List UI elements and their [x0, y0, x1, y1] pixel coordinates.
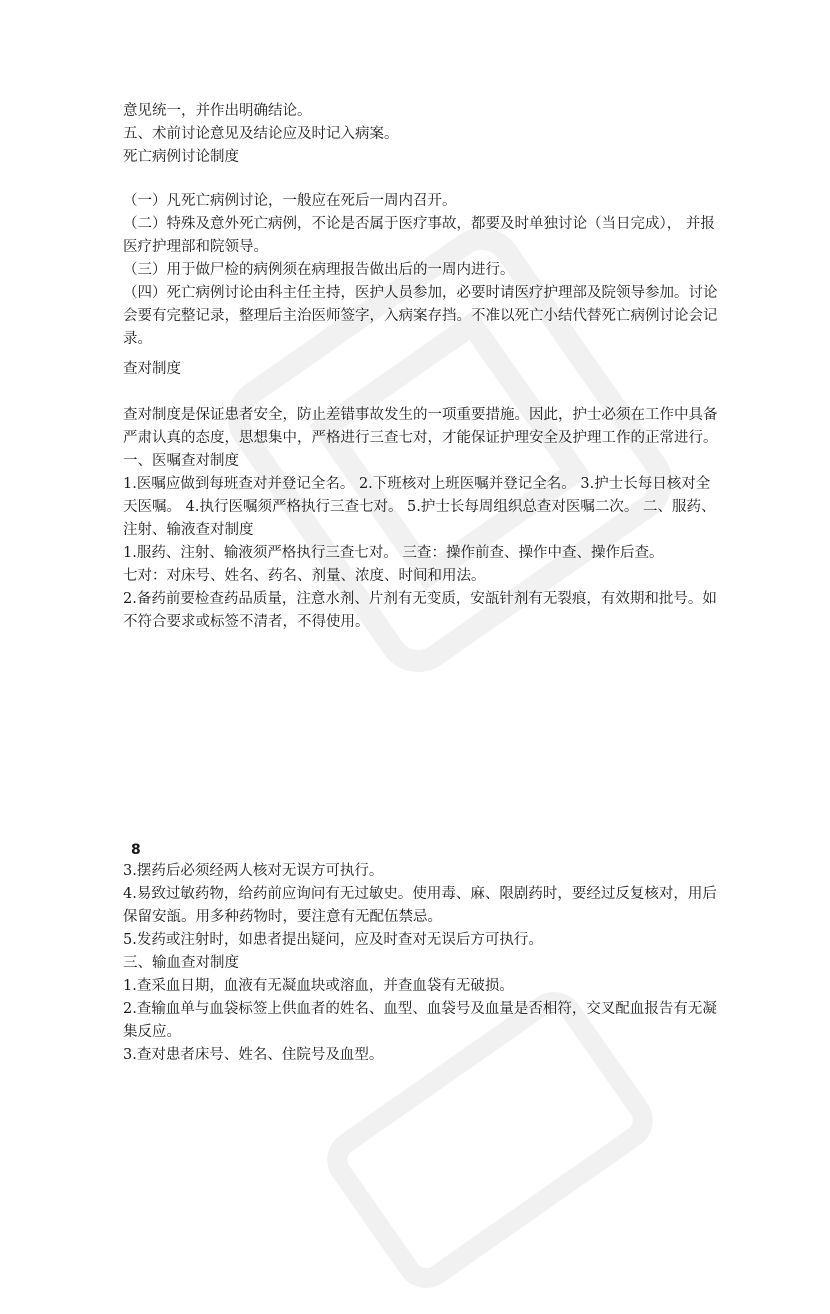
death-discussion-block: [123, 190, 723, 351]
order-title: 一、医嘱查对制度: [123, 453, 239, 469]
section-title-check: 查对制度: [123, 361, 181, 377]
med-item-5: 5.发药或注射时，如患者提出疑问，应及时查对无误后方可执行。: [123, 932, 543, 948]
med-item-4: 4.易致过敏药物，给药前应询问有无过敏史。使用毒、麻、限剧药时，要经过反复核对，用后保留安瓿。用多种药物时，要注意有无配伍禁忌。: [123, 886, 717, 925]
page2-block: [123, 860, 723, 1067]
med-seven-checks: 七对：对床号、姓名、药名、剂量、浓度、时间和用法。: [123, 568, 486, 584]
check-title-block: [123, 358, 723, 381]
page1-block: [123, 100, 723, 169]
blood-item-1: 1.查采血日期，血液有无凝血块或溶血，并查血袋有无破损。: [123, 978, 514, 994]
page-number: 8: [131, 842, 141, 858]
text-line: 五、术前讨论意见及结论应及时记入病案。: [123, 126, 399, 142]
blood-item-2: 2.查输血单与血袋标签上供血者的姓名、血型、血袋号及血量是否相符，交叉配血报告有无凝集反应。: [123, 1001, 717, 1040]
death-item-2: （二）特殊及意外死亡病例，不论是否属于医疗事故，都要及时单独讨论（当日完成）， 并报医疗护理部和院领导。: [123, 216, 715, 255]
med-item-3: 3.摆药后必须经两人核对无误方可执行。: [123, 863, 384, 879]
section-title-death-discussion: 死亡病例讨论制度: [123, 149, 239, 165]
med-item-2: 2.备药前要检查药品质量，注意水剂、片剂有无变质，安瓿针剂有无裂痕，有效期和批号。如不符合要求或标签不清者，不得使用。: [123, 591, 717, 630]
death-item-4: （四）死亡病例讨论由科主任主持，医护人员参加，必要时请医疗护理部及院领导参加。讨论会要有完整记录，整理后主治医师签字，入病案存挡。不准以死亡小结代替死亡病例讨论会记录。: [123, 285, 718, 347]
death-item-1: （一）凡死亡病例讨论，一般应在死后一周内召开。: [123, 193, 457, 209]
check-body-block: [123, 404, 723, 634]
death-item-3: （三）用于做尸检的病例须在病理报告做出后的一周内进行。: [123, 262, 515, 278]
order-text: 1.医嘱应做到每班查对并登记全名。 2.下班核对上班医嘱并登记全名。 3.护士长每日核对全天医嘱。 4.执行医嘱须严格执行三查七对。 5.护士长每周组织总查对医嘱二次。 二、服药、注射、输液查对制度: [123, 476, 716, 538]
blood-item-3: 3.查对患者床号、姓名、住院号及血型。: [123, 1047, 384, 1063]
med-item-1: 1.服药、注射、输液须严格执行三查七对。 三查：操作前查、操作中查、操作后查。: [123, 545, 664, 561]
blood-title: 三、输血查对制度: [123, 955, 239, 971]
text-line: 意见统一，并作出明确结论。: [123, 103, 312, 119]
check-intro: 查对制度是保证患者安全，防止差错事故发生的一项重要措施。因此，护士必须在工作中具备严肃认真的态度，思想集中，严格进行三查七对，才能保证护理安全及护理工作的正常进行。: [123, 407, 718, 446]
